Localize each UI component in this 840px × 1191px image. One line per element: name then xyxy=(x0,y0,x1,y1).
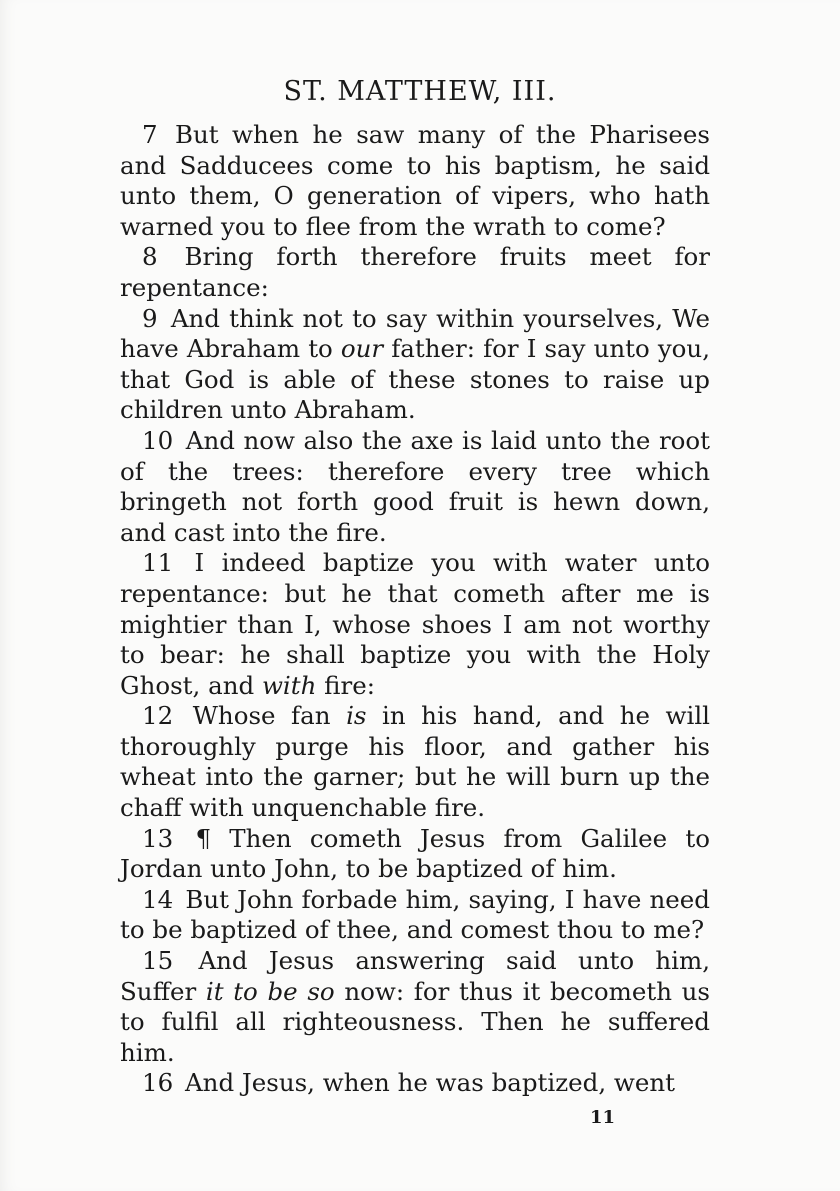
verse-number: 14 xyxy=(142,884,174,914)
verse-number: 16 xyxy=(142,1068,174,1098)
verse-16: 16 And Jesus, when he was baptized, went xyxy=(142,1068,675,1098)
verse-13: 13 ¶ Then cometh Jesus from Galilee to Jordan unto John, to be baptized of him. xyxy=(120,823,710,884)
verse-number: 9 xyxy=(142,303,158,333)
italic-phrase: it to be so xyxy=(205,976,335,1006)
verse-number: 15 xyxy=(142,946,174,976)
verse-8: 8 Bring forth therefore fruits meet for repentance: xyxy=(120,242,711,302)
verse-number: 11 xyxy=(142,548,174,578)
verse-number: 12 xyxy=(142,701,174,731)
verse-number: 7 xyxy=(142,120,158,149)
verse-14: 14 But John forbade him, saying, I have need to be baptized of thee, and comest thou to me? xyxy=(120,884,710,945)
italic-word: with xyxy=(261,670,317,700)
verse-12: 12 Whose fan is in his hand, and he will thoroughly purge his floor, and gather his wheat into the garner; but he will burn up the chaff with unquenchable fire. xyxy=(120,701,710,823)
verse-number: 10 xyxy=(142,425,174,455)
verse-7: 7 But when he saw many of the Pharisees and Sadducees come to his baptism, he said unto them, O generation of vipers, who hath warned you to flee from the wrath to come? xyxy=(120,120,710,241)
verse-number: 13 xyxy=(142,823,174,853)
verse-15: 15 And Jesus answering said unto him, Suffer it to be so now: for thus it becometh us to fulfil all righteousness. Then he suffered him. xyxy=(120,946,711,1067)
page-number: 11 xyxy=(590,1107,616,1128)
verse-11: 11 I indeed baptize you with water unto repentance: but he that cometh after me is mightier than I, whose shoes I am not worthy to bear: he shall baptize you with the Holy Ghost, and with fire: xyxy=(120,548,710,700)
italic-word: our xyxy=(340,334,384,364)
verse-10: 10 And now also the axe is laid unto the root of the trees: therefore every tree which bringeth not forth good fruit is hewn down, and cast into the fire. xyxy=(120,425,711,547)
running-header: ST. MATTHEW, III. xyxy=(283,76,557,107)
verse-9: 9 And think not to say within yourselves, We have Abraham to our father: for I say unto you, that God is able of these stones to raise up children unto Abraham. xyxy=(120,303,710,425)
italic-word: is xyxy=(346,701,367,731)
verse-number: 8 xyxy=(142,242,158,272)
scripture-text xyxy=(120,120,710,1099)
